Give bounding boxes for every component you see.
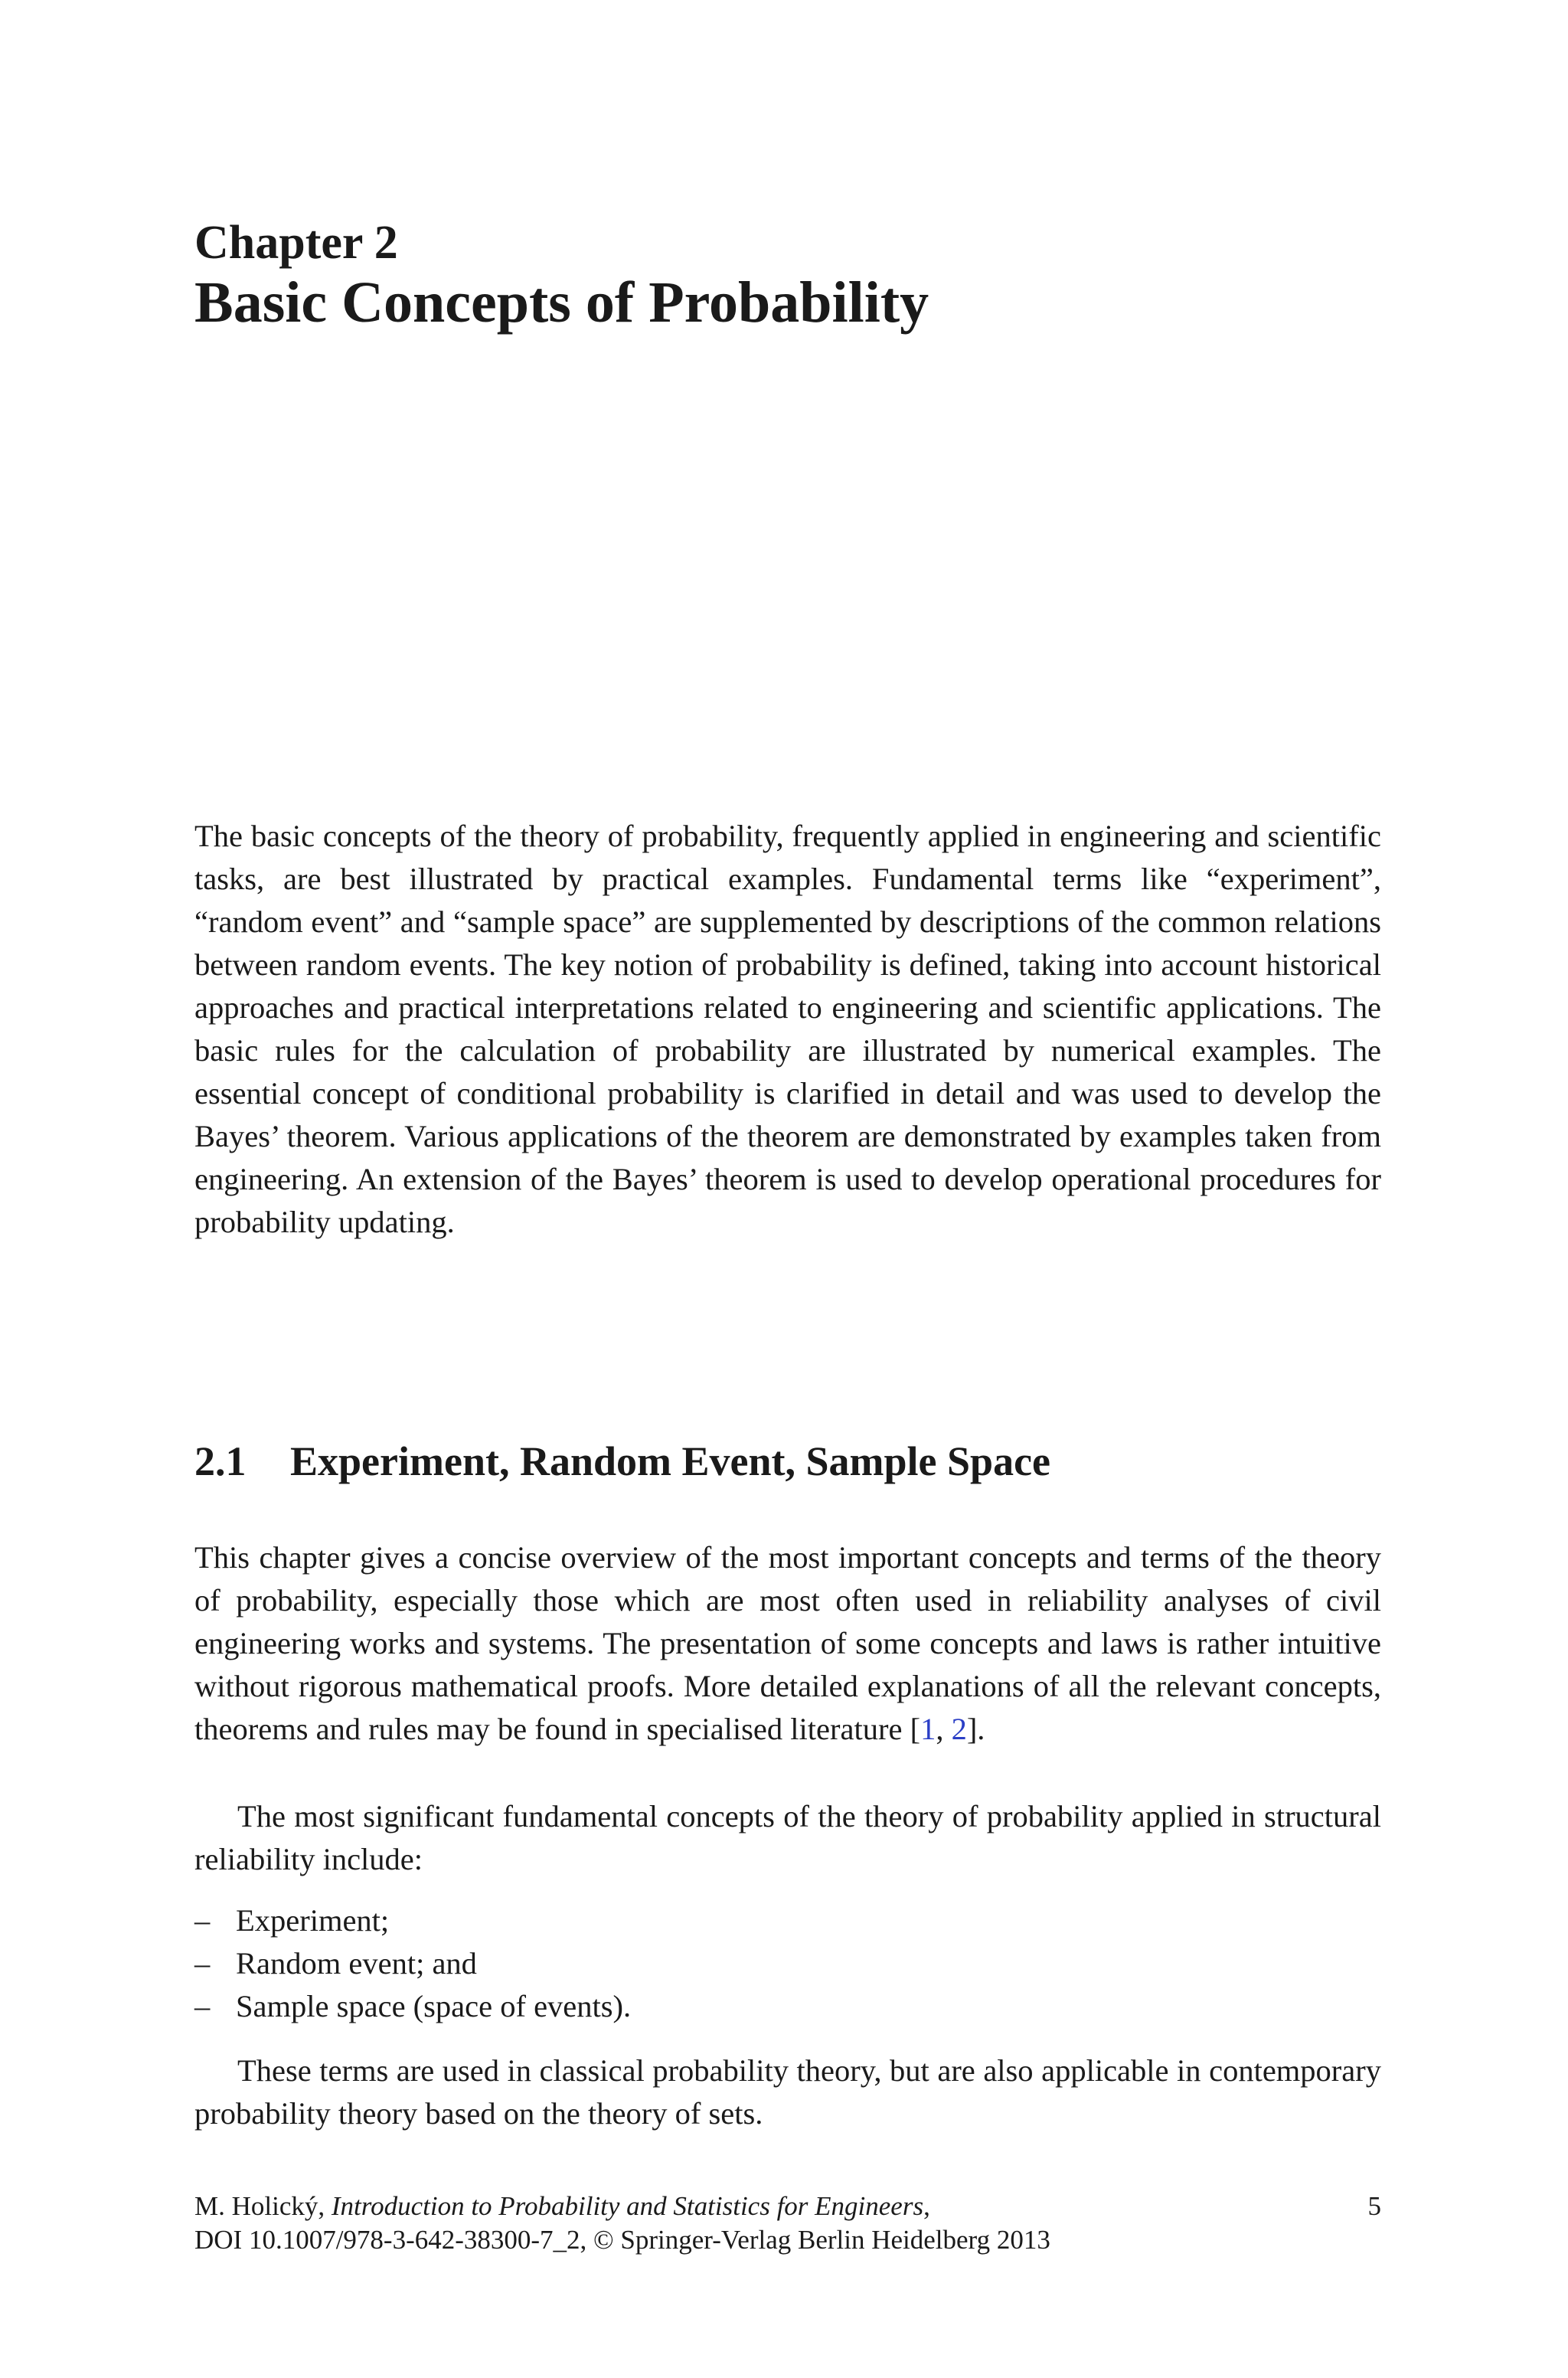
- page-number: 5: [1367, 2191, 1381, 2221]
- footer-author: M. Holický,: [194, 2191, 332, 2221]
- footer-comma: ,: [923, 2191, 930, 2221]
- section-heading: [194, 1434, 1050, 1488]
- chapter-abstract: The basic concepts of the theory of probability, frequently applied in engineering and scientific tasks, are best illustrated by practical examples. Fundamental terms like “experiment”, “random event” and “sample space” are supplemented by descriptions of the common relations between random events. The key notion of probability is defined, taking into account historical approaches and practical interpretations related to engineering and scientific applications. The basic rules for the calculation of probability are illustrated by numerical examples. The essential concept of conditional probability is clarified in detail and was used to develop the Bayes’ theorem. Various applications of the theorem are demonstrated by examples taken from engineering. An extension of the Bayes’ theorem is used to develop operational procedures for probability updating.: [194, 819, 1381, 1239]
- list-item-text: Experiment;: [236, 1903, 390, 1938]
- chapter-title: Basic Concepts of Probability: [194, 270, 929, 335]
- citation-line: [194, 2190, 1381, 2223]
- footer-book-title: Introduction to Probability and Statistics for Engineers: [331, 2191, 924, 2221]
- page-footer: [194, 2190, 1381, 2257]
- section-number: 2.1: [194, 1438, 247, 1484]
- list-dash: –: [194, 1989, 211, 2023]
- intro-end: ].: [966, 1712, 985, 1746]
- list-dash: –: [194, 1903, 211, 1938]
- reference-link-1[interactable]: 1: [920, 1712, 936, 1746]
- section-intro-paragraph: [194, 1536, 1381, 1751]
- list-item-text: Random event; and: [236, 1946, 477, 1981]
- list-item: [194, 1985, 631, 2028]
- closing-paragraph: These terms are used in classical probability theory, but are also applicable in contemporary probability theory based on the theory of sets.: [194, 2053, 1381, 2131]
- reference-link-2[interactable]: 2: [951, 1712, 967, 1746]
- concepts-list: [194, 1899, 631, 2028]
- list-item-text: Sample space (space of events).: [236, 1989, 632, 2023]
- list-item: [194, 1942, 631, 1985]
- section-title: Experiment, Random Event, Sample Space: [290, 1438, 1051, 1484]
- list-item: [194, 1899, 631, 1942]
- list-dash: –: [194, 1946, 211, 1981]
- reference-separator: ,: [936, 1712, 952, 1746]
- doi-line: DOI 10.1007/978-3-642-38300-7_2, © Springer-Verlag Berlin Heidelberg 2013: [194, 2225, 1050, 2255]
- intro-text: This chapter gives a concise overview of the most important concepts and terms of the theory of probability, especially those which are most often used in reliability analyses of civil engineering works and systems. The presentation of some concepts and laws is rather intuitive without rigorous mathematical proofs. More detailed explanations of all the relevant concepts, theorems and rules may be found in specialised literature [: [194, 1540, 1381, 1746]
- concepts-paragraph: The most significant fundamental concepts of the theory of probability applied in structural reliability include:: [194, 1799, 1381, 1876]
- chapter-label: Chapter 2: [194, 217, 398, 269]
